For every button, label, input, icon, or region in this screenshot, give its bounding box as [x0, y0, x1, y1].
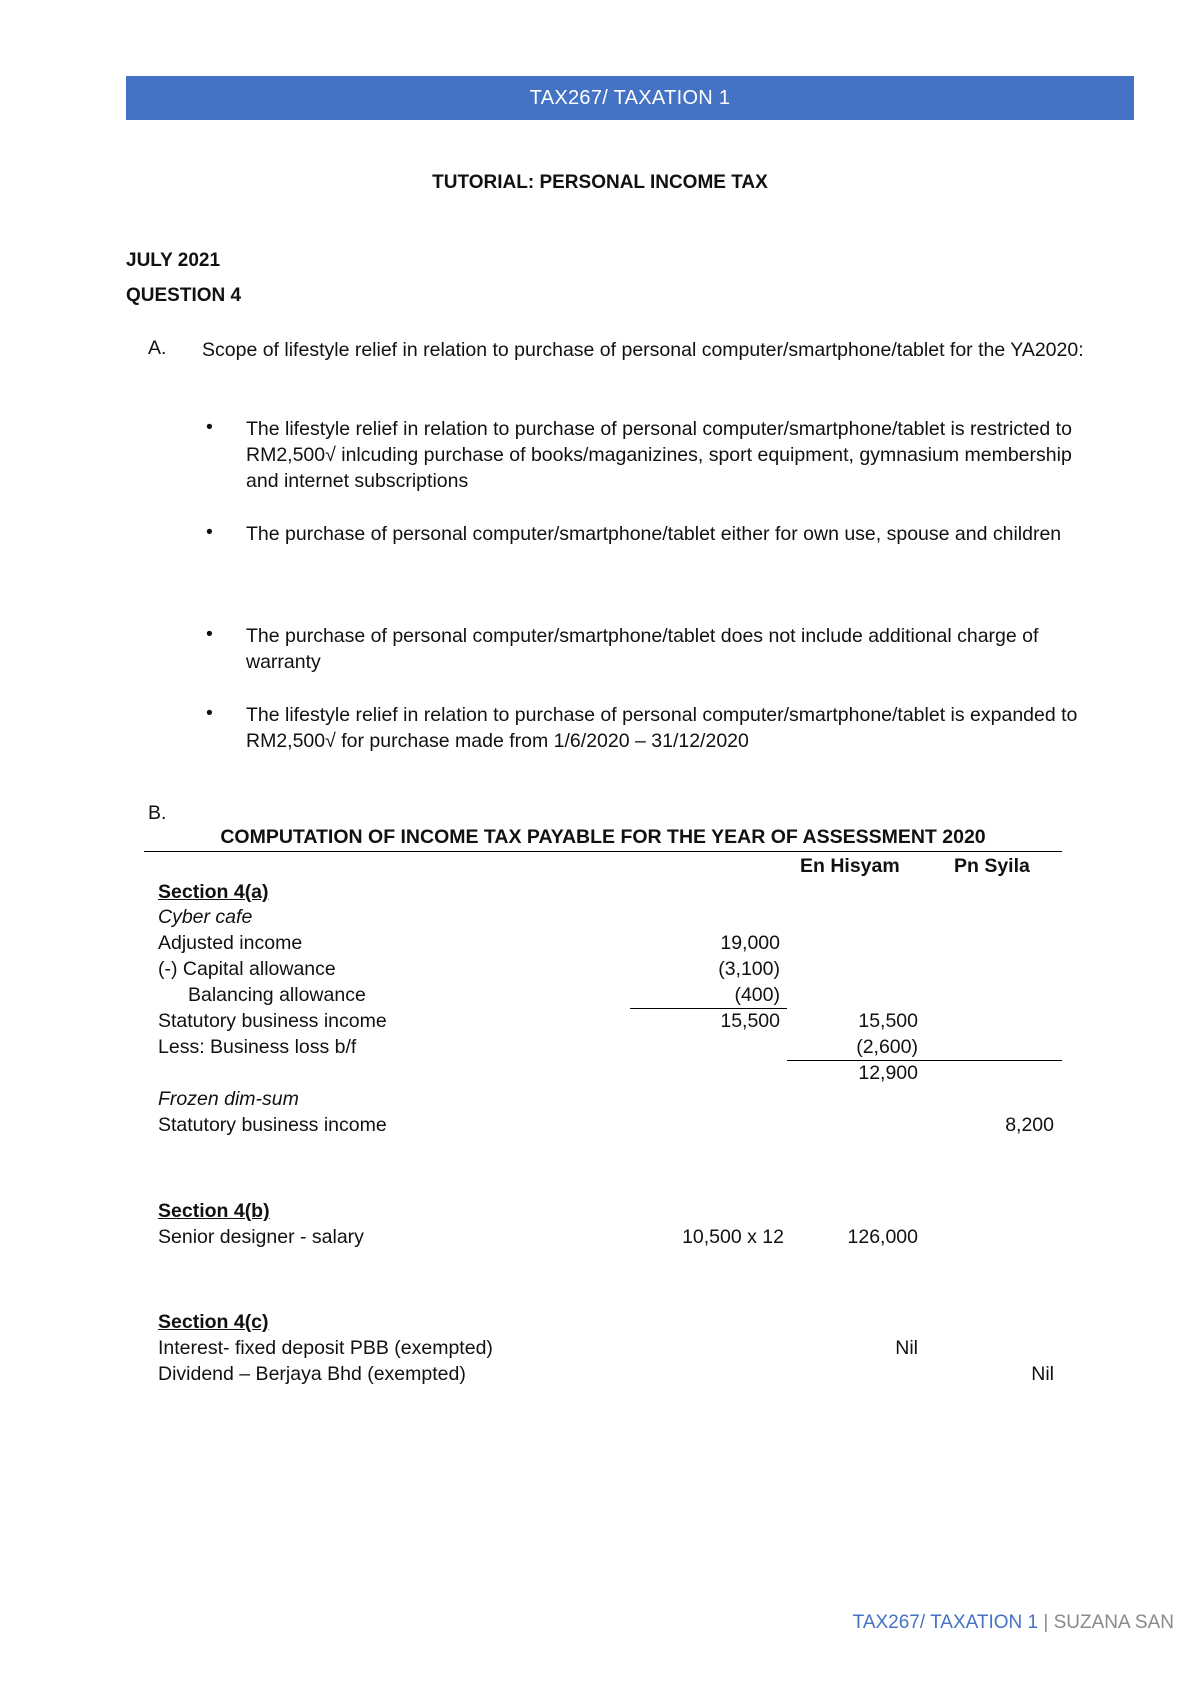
row-label: Dividend – Berjaya Bhd (exempted)	[158, 1363, 466, 1385]
row-en-hisyam-value: 126,000	[847, 1226, 918, 1248]
bullet-marker: •	[206, 521, 213, 543]
business-name: Frozen dim-sum	[158, 1088, 299, 1110]
header-title: TAX267/ TAXATION 1	[529, 86, 731, 109]
table-row	[0, 1036, 1200, 1062]
table-row	[0, 1337, 1200, 1363]
column-header-pn-syila: Pn Syila	[954, 855, 1030, 877]
subtotal-rule	[630, 1008, 787, 1009]
part-a-letter: A.	[148, 337, 167, 359]
row-label: Balancing allowance	[188, 984, 366, 1006]
bullet-item: The purchase of personal computer/smartphone/tablet either for own use, spouse and children	[246, 523, 1062, 545]
section-heading: Section 4(c)	[158, 1311, 269, 1333]
document-title: TUTORIAL: PERSONAL INCOME TAX	[432, 172, 768, 193]
row-label: Statutory business income	[158, 1010, 387, 1032]
session-label: JULY 2021	[126, 250, 221, 271]
table-row	[0, 1114, 1200, 1140]
row-workings-value: 10,500 x 12	[682, 1226, 784, 1248]
table-row	[0, 1062, 1200, 1088]
part-a-intro: Scope of lifestyle relief in relation to purchase of personal computer/smartphone/tablet for the YA2020:	[202, 339, 1084, 361]
section-heading: Section 4(b)	[158, 1200, 270, 1222]
bullet-item: The lifestyle relief in relation to purchase of personal computer/smartphone/tablet is restricted to RM2,500√ inlcuding purchase of books/maganizines, sport equipment, gymnasium membership and internet subscriptions	[246, 418, 1072, 492]
row-label: Less: Business loss b/f	[158, 1036, 357, 1058]
computation-heading: COMPUTATION OF INCOME TAX PAYABLE FOR THE YEAR OF ASSESSMENT 2020	[144, 826, 1062, 852]
row-workings-value: 15,500	[720, 1010, 780, 1032]
row-label: (-) Capital allowance	[158, 958, 336, 980]
row-label: Statutory business income	[158, 1114, 387, 1136]
question-label: QUESTION 4	[126, 285, 242, 306]
row-label: Adjusted income	[158, 932, 303, 954]
table-row	[0, 1200, 1200, 1226]
bullet-item: The lifestyle relief in relation to purchase of personal computer/smartphone/tablet is expanded to RM2,500√ for purchase made from 1/6/2020 – 31/12/2020	[246, 704, 1078, 752]
row-en-hisyam-value: Nil	[895, 1337, 918, 1359]
table-row	[0, 1311, 1200, 1337]
column-header-en-hisyam: En Hisyam	[800, 855, 900, 877]
table-row	[0, 906, 1200, 932]
header-bar	[126, 76, 1134, 120]
bullet-marker: •	[206, 702, 213, 724]
row-label: Interest- fixed deposit PBB (exempted)	[158, 1337, 493, 1359]
table-row	[0, 932, 1200, 958]
row-workings-value: (3,100)	[718, 958, 780, 980]
footer-course: TAX267/ TAXATION 1	[852, 1612, 1039, 1633]
bullet-marker: •	[206, 623, 213, 645]
table-row	[0, 984, 1200, 1010]
row-label: Senior designer - salary	[158, 1226, 364, 1248]
table-row	[0, 1226, 1200, 1252]
business-name: Cyber cafe	[158, 906, 253, 928]
part-b-letter: B.	[148, 802, 167, 824]
row-workings-value: 19,000	[720, 932, 780, 954]
row-pn-syila-value: 8,200	[1005, 1114, 1054, 1136]
table-row	[0, 881, 1200, 907]
row-en-hisyam-value: (2,600)	[856, 1036, 918, 1058]
table-row	[0, 958, 1200, 984]
row-en-hisyam-value: 15,500	[858, 1010, 918, 1032]
section-heading: Section 4(a)	[158, 881, 269, 903]
footer-author: SUZANA SAN	[1053, 1612, 1174, 1633]
footer-separator: |	[1043, 1612, 1049, 1633]
page-footer	[853, 1612, 1174, 1634]
bullet-marker: •	[206, 416, 213, 438]
table-row	[0, 1363, 1200, 1389]
table-row	[0, 1010, 1200, 1036]
table-row	[0, 1088, 1200, 1114]
row-en-hisyam-value: 12,900	[858, 1062, 918, 1084]
subtotal-rule	[787, 1060, 1062, 1061]
row-workings-value: (400)	[734, 984, 780, 1006]
bullet-item: The purchase of personal computer/smartphone/tablet does not include additional charge of warranty	[246, 625, 1039, 673]
row-pn-syila-value: Nil	[1031, 1363, 1054, 1385]
